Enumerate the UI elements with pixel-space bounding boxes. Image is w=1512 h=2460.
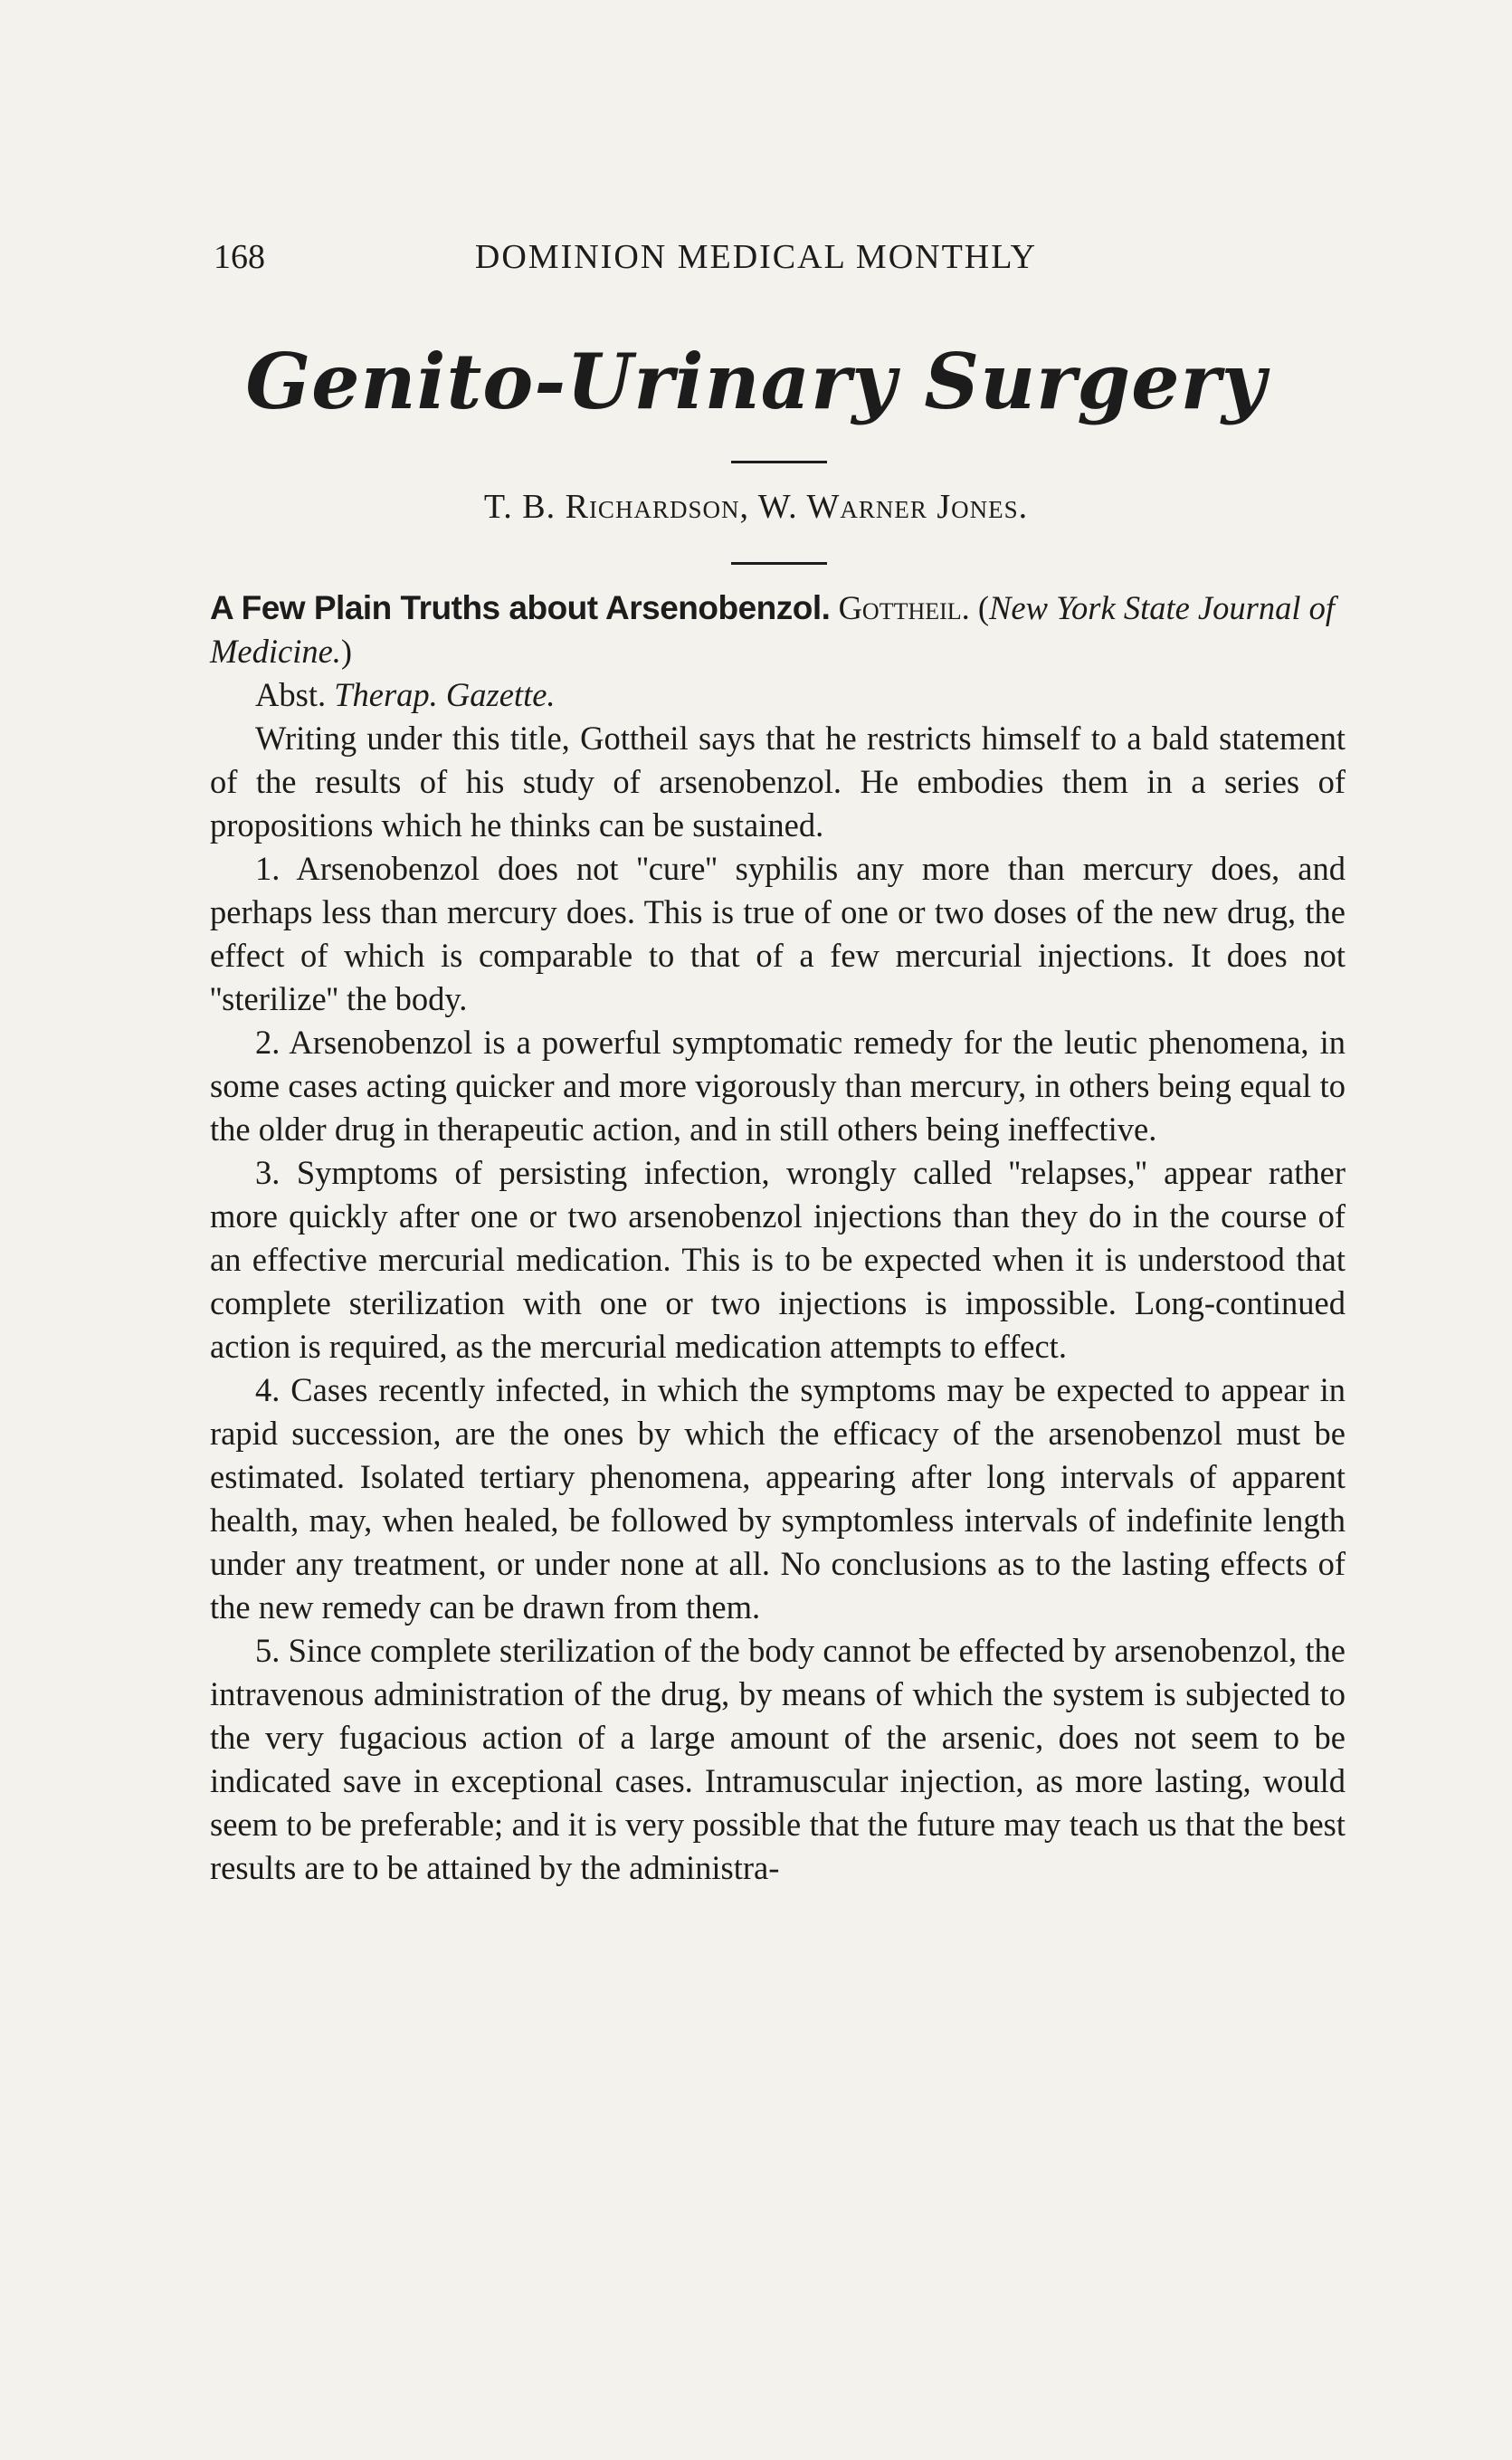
source-open-paren: ( [977, 589, 990, 626]
abst-label: Abst. [255, 676, 327, 713]
proposition-5: 5. Since complete sterilization of the body cannot be effected by arsenobenzol, the intravenous administration of the drug, by means of which the system is subjected to the very fugacious action of a large amount of the arsenic, does not seem to be indicated save in exceptional cases. Intramuscular injection, as more lasting, would seem to be preferable; and it is very possible that the future may teach us that the best results are to be attained by the administra- [210, 1632, 1346, 1886]
abstract-source-line [210, 673, 1346, 717]
abst-journal: Therap. Gazette. [334, 676, 556, 713]
article [210, 586, 1346, 1890]
page-number: 168 [214, 238, 265, 276]
proposition-3: 3. Symptoms of persisting infection, wrongly called ''relapses,'' appear rather more quickly after one or two arsenobenzol injections than they do in the course of an effective mercurial medication. This is to be expected when it is understood that complete sterilization with one or two injections is impossible. Long-continued action is required, as the mercurial medication attempts to effect. [210, 1154, 1346, 1365]
title-divider [731, 461, 827, 463]
section-title: Genito-Urinary Surgery [245, 337, 1267, 426]
paragraph-intro: Writing under this title, Gottheil says that he restricts himself to a bald statement of the results of his study of arsenobenzol. He embodies them in a series of propositions which he thinks can be sustained. [210, 720, 1346, 844]
article-heading [210, 586, 1346, 673]
article-title: A Few Plain Truths about Arsenobenzol. [210, 589, 831, 626]
proposition-4: 4. Cases recently infected, in which the symptoms may be expected to appear in rapid succession, are the ones by which the efficacy of the arsenobenzol must be estimated. Isolated tertiary phenomena, appearing after long intervals of apparent health, may, when healed, be followed by symptomless intervals of indefinite length under any treatment, or under none at all. No conclusions as to the lasting effects of the new remedy can be drawn from them. [210, 1371, 1346, 1626]
source-close-paren: ) [340, 633, 353, 670]
proposition-1: 1. Arsenobenzol does not ''cure'' syphilis any more than mercury does, and perhaps less than mercury does. This is true of one or two doses of the new drug, the effect of which is comparable to that of a few mercurial injections. It does not ''sterilize'' the body. [210, 850, 1346, 1017]
authors-divider [731, 562, 827, 565]
section-authors: T. B. Richardson, W. Warner Jones. [483, 488, 1029, 526]
article-author: Gottheil. [838, 589, 970, 626]
journal-title: DOMINION MEDICAL MONTHLY [474, 238, 1038, 276]
proposition-2: 2. Arsenobenzol is a powerful symptomatic remedy for the leutic phenomena, in some cases acting quicker and more vigorously than mercury, in others being equal to the older drug in therapeutic action, and in still others being ineffective. [210, 1024, 1346, 1148]
running-head [0, 237, 1512, 281]
article-source: New York State Journal of Medicine. [210, 589, 1335, 670]
